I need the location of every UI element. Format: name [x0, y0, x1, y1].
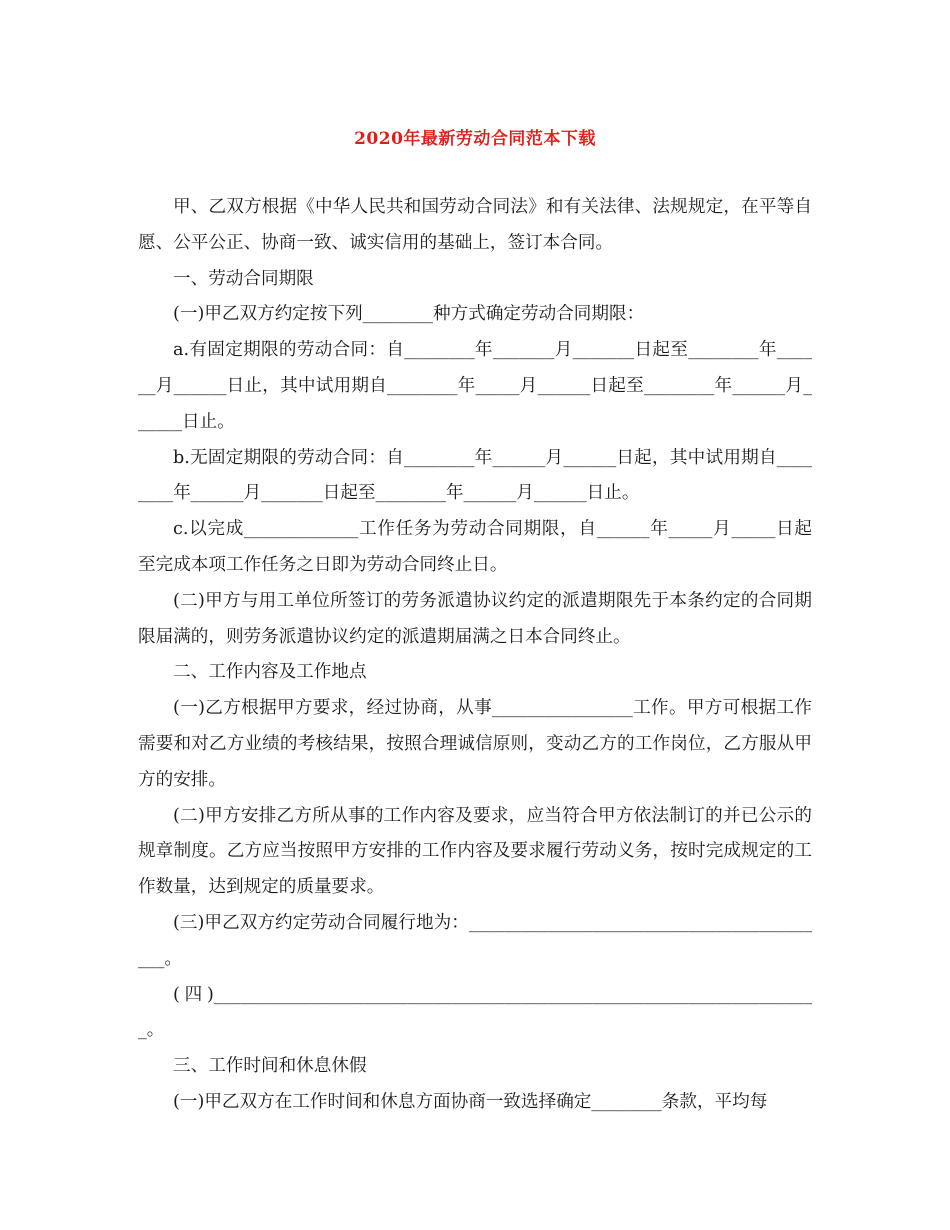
section-heading-3: 三、工作时间和休息休假	[173, 1056, 367, 1077]
paragraph-2-2: (二)甲方安排乙方所从事的工作内容及要求，应当符合甲方依法制订的并已公示的规章制度。乙方应当按照甲方安排的工作内容及要求履行劳动义务，按时完成规定的工作数量，达到规定的质量要求。	[138, 805, 812, 898]
paragraph-1-a: a.有固定期限的劳动合同：自________年_______月_______日起至________年______月______日止，其中试用期自________年_____月______日起至________年______月______日止。	[138, 340, 812, 432]
paragraph-2-4: (四)_____________________________________________________________________。	[138, 984, 812, 1041]
paragraph-2-3: (三)甲乙双方约定劳动合同履行地为：__________________________________________。	[138, 912, 812, 969]
document-title: 2020年最新劳动合同范本下载	[354, 129, 596, 149]
paragraph-1-c: c.以完成_____________工作任务为劳动合同期限，自______年_____月_____日起至完成本项工作任务之日即为劳动合同终止日。	[138, 519, 812, 575]
section-heading-2: 二、工作内容及工作地点	[173, 662, 367, 683]
paragraph-3-1: (一)甲乙双方在工作时间和休息方面协商一致选择确定________条款，平均每	[173, 1091, 768, 1112]
document-body	[138, 190, 812, 1121]
paragraph-1-2: (二)甲方与用工单位所签订的劳务派遣协议约定的派遣期限先于本条约定的合同期限届满的，则劳务派遣协议约定的派遣期届满之日本合同终止。	[138, 590, 812, 647]
paragraph-2-1: (一)乙方根据甲方要求，经过协商，从事________________工作。甲方可根据工作需要和对乙方业绩的考核结果，按照合理诚信原则，变动乙方的工作岗位，乙方服从甲方的安排。	[138, 698, 812, 790]
section-heading-1: 一、劳动合同期限	[173, 268, 314, 289]
paragraph-1-b: b.无固定期限的劳动合同：自________年______月______日起，其中试用期自________年______月_______日起至________年______月______日止。	[138, 447, 812, 504]
paragraph-1-1: (一)甲乙双方约定按下列________种方式确定劳动合同期限：	[173, 304, 645, 325]
paragraph-preamble: 甲、乙双方根据《中华人民共和国劳动合同法》和有关法律、法规规定，在平等自愿、公平公正、协商一致、诚实信用的基础上，签订本合同。	[138, 197, 812, 253]
